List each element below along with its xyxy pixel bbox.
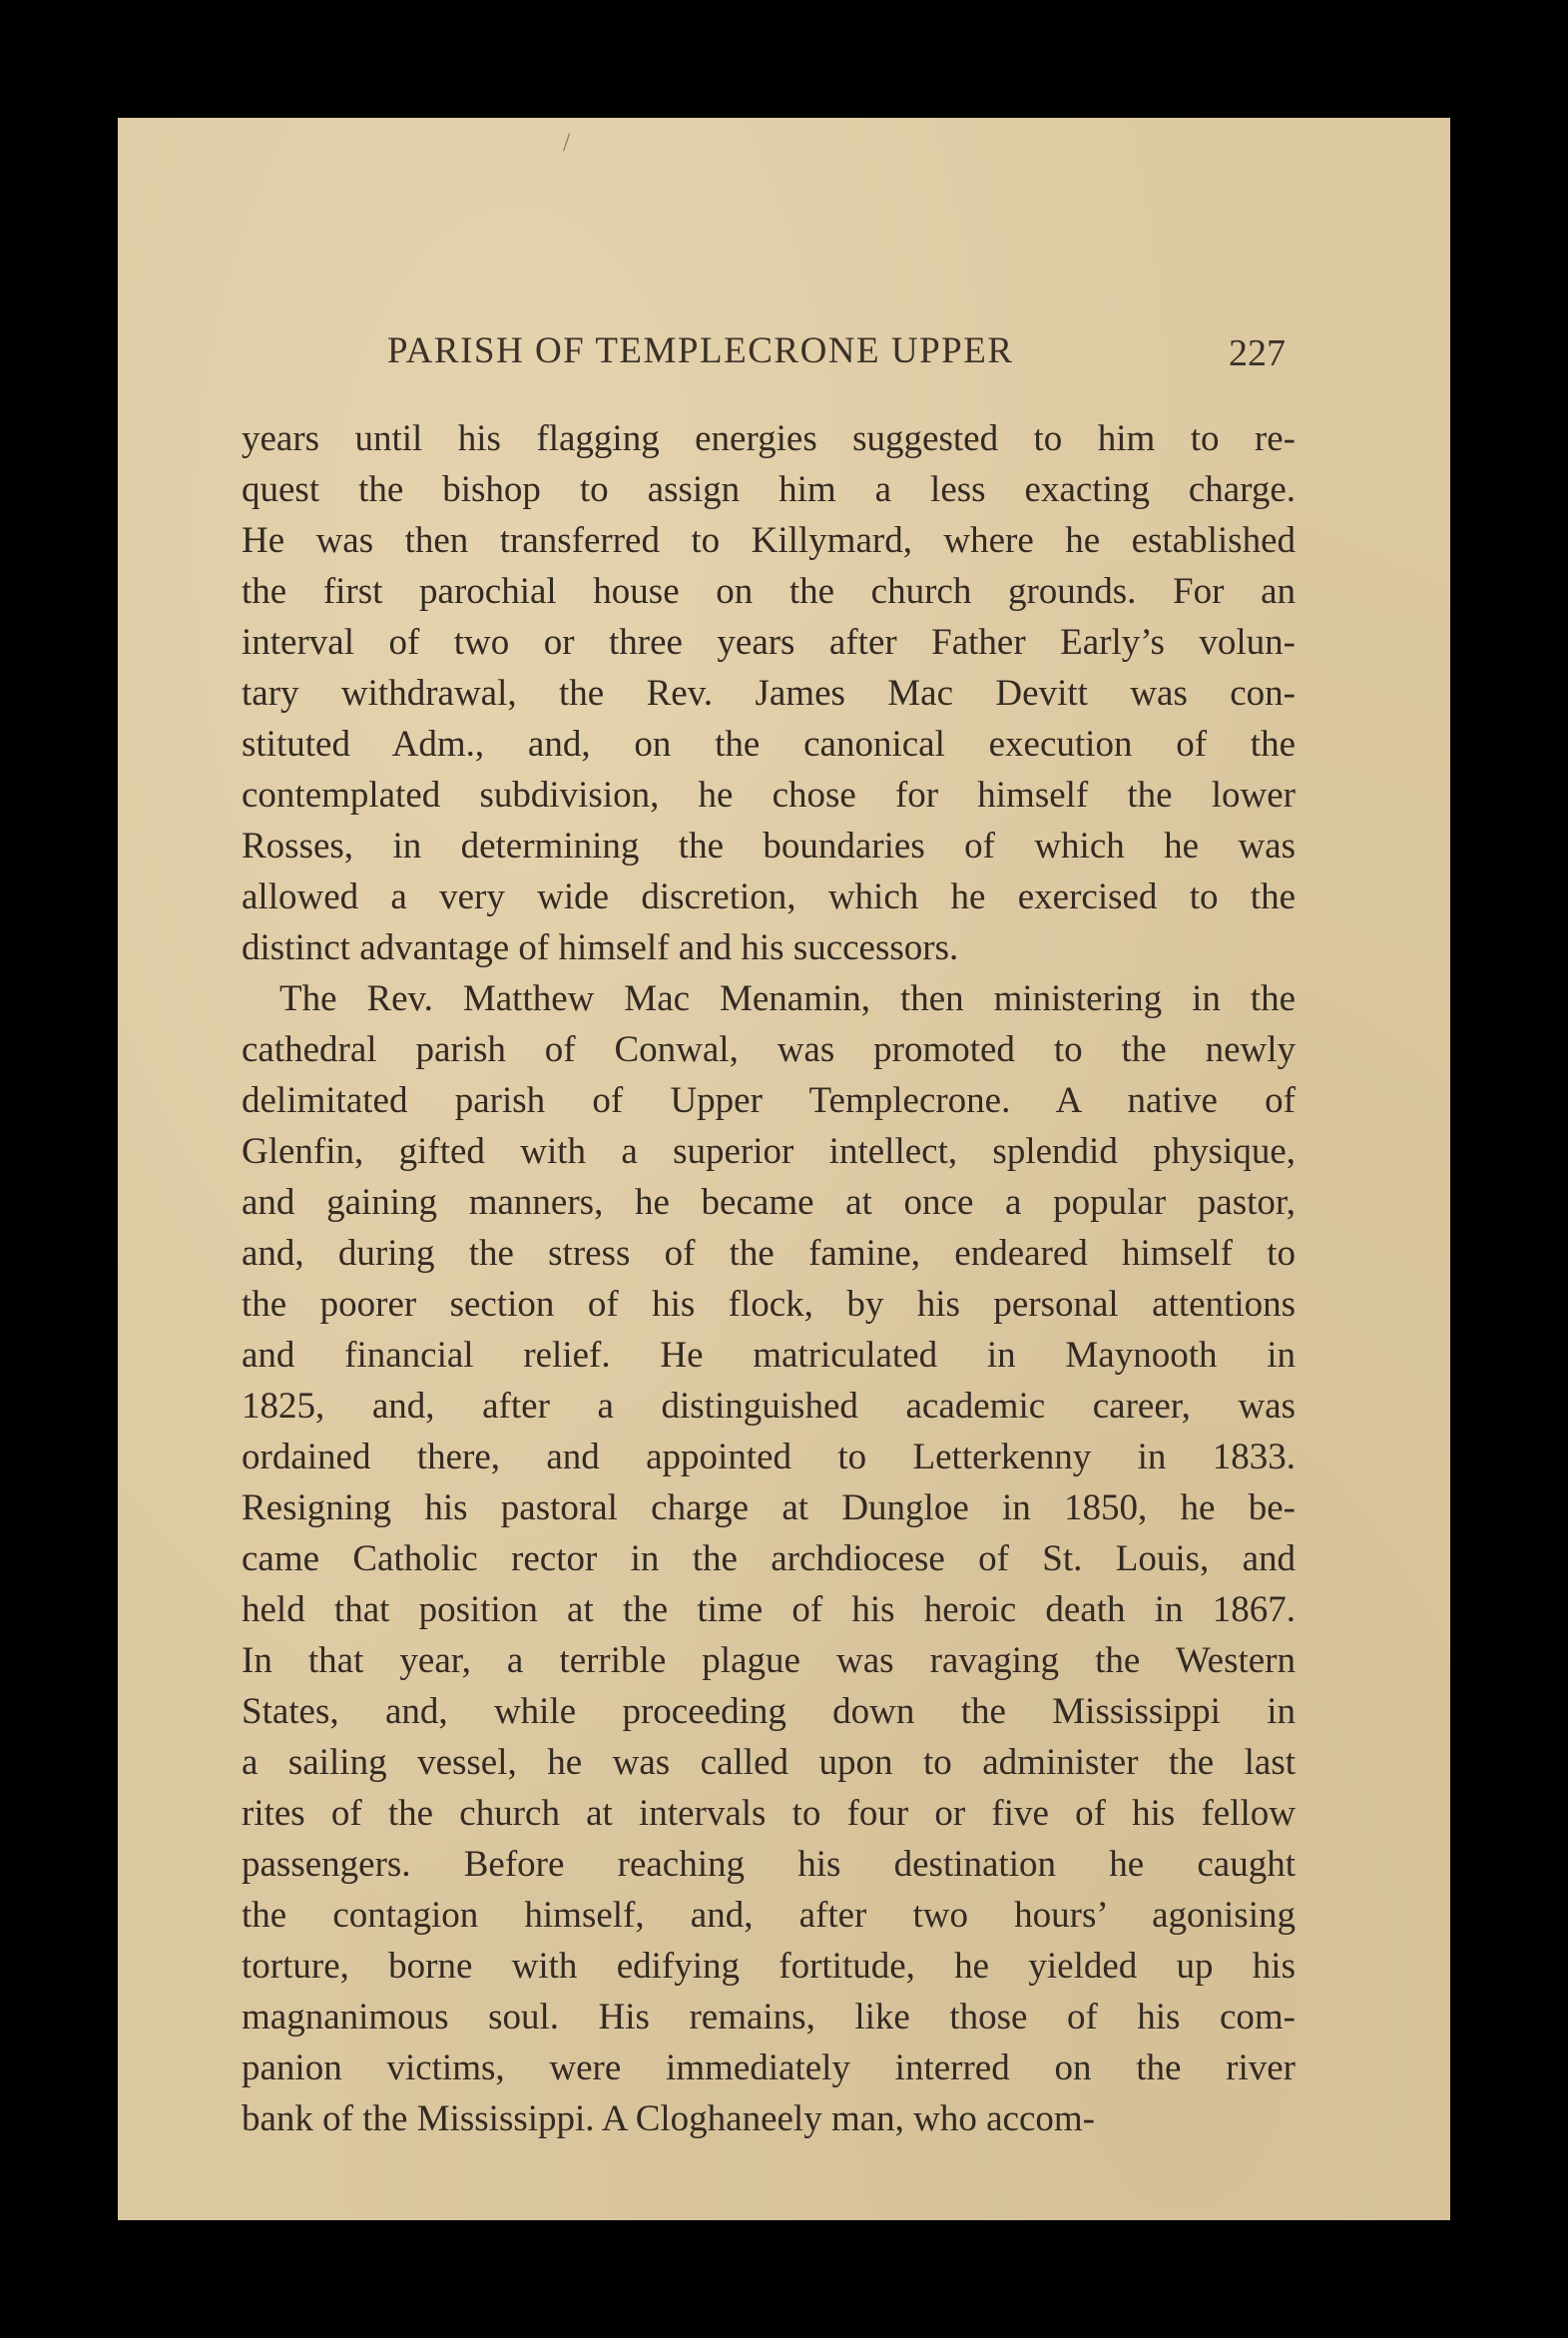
page-speck: / [563,128,571,157]
text-line: and, during the stress of the famine, endeared himself to [242,1233,1296,1274]
book-page [118,118,1450,2220]
text-line: held that position at the time of his heroic death in 1867. [242,1589,1296,1630]
text-line: ordained there, and appointed to Letterkenny in 1833. [242,1437,1296,1477]
text-line: and gaining manners, he became at once a popular pastor, [242,1182,1296,1223]
text-line: magnanimous soul. His remains, like those of his com- [242,1997,1296,2038]
text-line: torture, borne with edifying fortitude, he yielded up his [242,1946,1296,1987]
text-line: panion victims, were immediately interred on the river [242,2047,1296,2088]
text-line: 1825, and, after a distinguished academic career, was [242,1386,1296,1427]
page-number: 227 [1229,332,1286,374]
text-line: distinct advantage of himself and his successors. [242,927,959,968]
running-head [118,329,1450,379]
text-line: quest the bishop to assign him a less exacting charge. [242,469,1296,510]
text-line: bank of the Mississippi. A Cloghaneely man, who accom- [242,2098,1095,2139]
text-line: and financial relief. He matriculated in Maynooth in [242,1335,1296,1376]
body-text [242,413,1296,2144]
text-line: came Catholic rector in the archdiocese of St. Louis, and [242,1538,1296,1579]
text-line: contemplated subdivision, he chose for himself the lower [242,775,1296,816]
text-line: stituted Adm., and, on the canonical execution of the [242,724,1296,765]
text-line: The Rev. Matthew Mac Menamin, then ministering in the [279,978,1296,1019]
text-line: Rosses, in determining the boundaries of which he was [242,826,1296,867]
text-line: a sailing vessel, he was called upon to administer the last [242,1742,1296,1783]
text-line: years until his flagging energies suggested to him to re- [242,418,1296,459]
text-line: Resigning his pastoral charge at Dungloe in 1850, he be- [242,1487,1296,1528]
text-line: rites of the church at intervals to four or five of his fellow [242,1793,1296,1834]
text-line: interval of two or three years after Father Early’s volun- [242,622,1296,663]
text-line: cathedral parish of Conwal, was promoted to the newly [242,1029,1296,1070]
text-line: passengers. Before reaching his destination he caught [242,1844,1296,1885]
text-line: Glenfin, gifted with a superior intellect, splendid physique, [242,1131,1296,1172]
text-line: States, and, while proceeding down the Mississippi in [242,1691,1296,1732]
text-line: allowed a very wide discretion, which he exercised to the [242,877,1296,917]
text-line: He was then transferred to Killymard, where he established [242,520,1296,561]
text-line: In that year, a terrible plague was ravaging the Western [242,1640,1296,1681]
text-line: the poorer section of his flock, by his personal attentions [242,1284,1296,1325]
text-line: tary withdrawal, the Rev. James Mac Devitt was con- [242,673,1296,714]
paragraph-2 [242,973,1296,2144]
running-title: PARISH OF TEMPLECRONE UPPER [387,330,1014,371]
text-line: delimitated parish of Upper Templecrone. A native of [242,1080,1296,1121]
text-line: the contagion himself, and, after two hours’ agonising [242,1895,1296,1936]
paragraph-1 [242,413,1296,973]
text-line: the first parochial house on the church grounds. For an [242,571,1296,612]
